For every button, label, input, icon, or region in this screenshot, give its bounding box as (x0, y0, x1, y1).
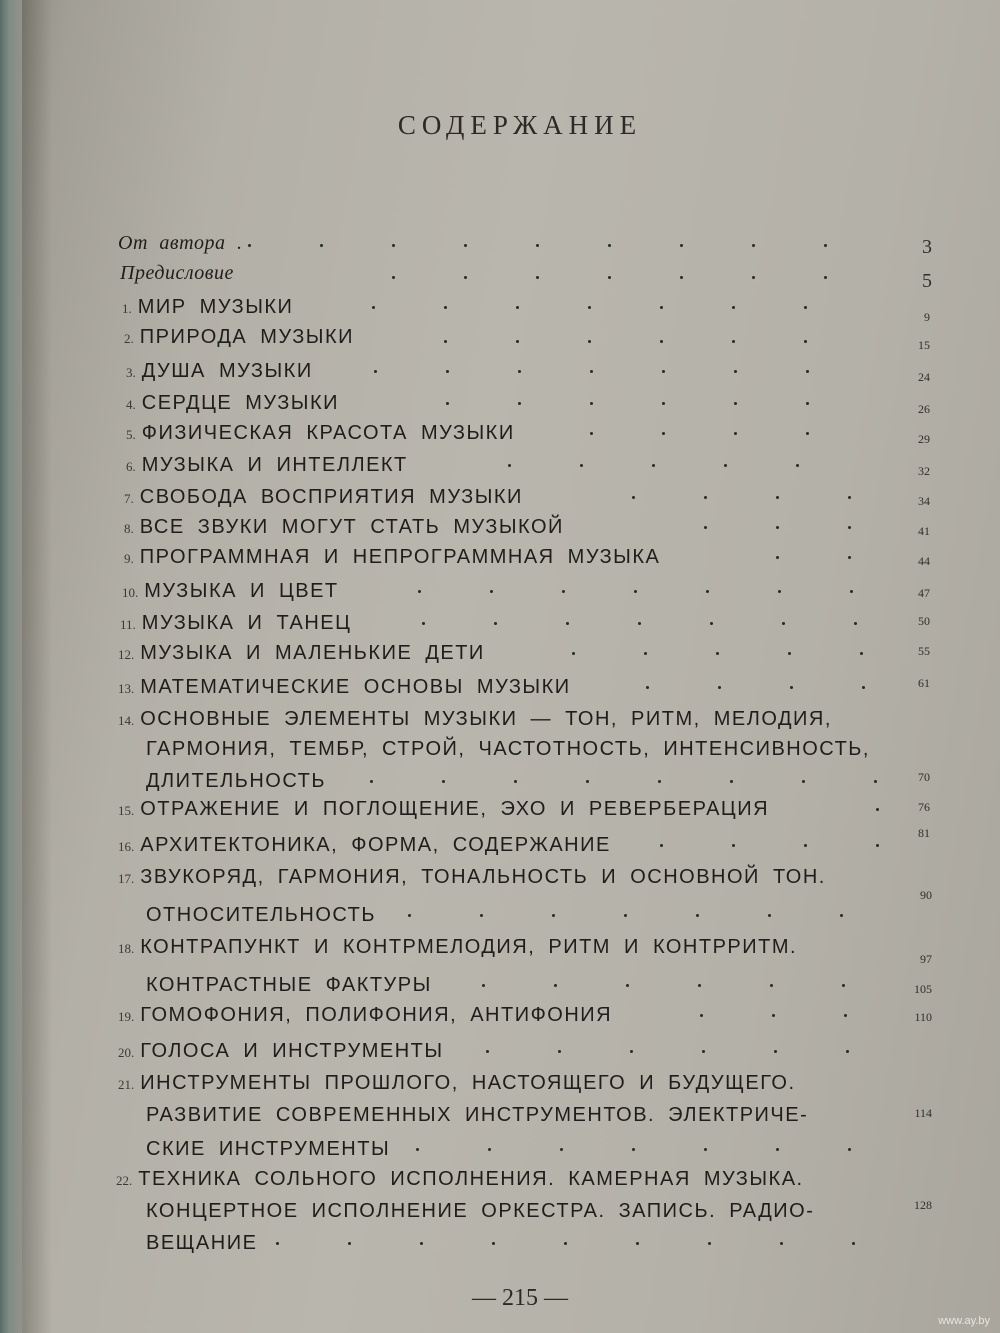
toc-entry-number: 15. (118, 803, 135, 818)
toc-entry-text: ОТНОСИТЕЛЬНОСТЬ (146, 904, 377, 926)
toc-entry-text: РАЗВИТИЕ СОВРЕМЕННЫХ ИНСТРУМЕНТОВ. ЭЛЕКТРИЧЕ- (146, 1104, 809, 1126)
toc-entry-2 (124, 326, 354, 349)
toc-page-number: 128 (914, 1198, 932, 1212)
toc-entry-12 (118, 642, 485, 665)
toc-entry-text: ДЛИТЕЛЬНОСТЬ (146, 770, 326, 792)
toc-entry-text: КОНТРАСТНЫЕ ФАКТУРЫ (146, 974, 432, 996)
toc-entry-text: ОСНОВНЫЕ ЭЛЕМЕНТЫ МУЗЫКИ — ТОН, РИТМ, МЕЛОДИЯ, (140, 708, 832, 730)
toc-page-number: 41 (918, 524, 930, 538)
watermark: www.ay.by (938, 1315, 990, 1327)
toc-entry-number: 8. (124, 521, 134, 536)
toc-entry-preface (120, 262, 234, 285)
toc-entry-text: КОНТРАПУНКТ И КОНТРМЕЛОДИЯ, РИТМ И КОНТРРИТМ. (140, 936, 798, 958)
toc-entry-from-author (118, 232, 243, 255)
toc-page-number: 55 (918, 644, 930, 658)
page-edge (0, 0, 22, 1333)
toc-entry-17 (118, 866, 826, 889)
toc-entry-10 (122, 580, 339, 603)
toc-page-number: 15 (918, 338, 930, 352)
toc-entry-4 (126, 392, 339, 415)
toc-entry-20 (118, 1040, 444, 1063)
toc-entry-text: От автора . (118, 232, 243, 254)
toc-entry-text: ГОМОФОНИЯ, ПОЛИФОНИЯ, АНТИФОНИЯ (140, 1004, 613, 1026)
toc-entry-21-line-2 (146, 1104, 808, 1127)
toc-entry-text: КОНЦЕРТНОЕ ИСПОЛНЕНИЕ ОРКЕСТРА. ЗАПИСЬ. РАДИО- (146, 1200, 815, 1222)
toc-entry-text: ОТРАЖЕНИЕ И ПОГЛОЩЕНИЕ, ЭХО И РЕВЕРБЕРАЦИЯ (140, 798, 770, 820)
toc-entry-text: СЕРДЦЕ МУЗЫКИ (141, 392, 340, 414)
toc-page-number: 105 (914, 982, 932, 996)
toc-entry-18 (118, 936, 797, 959)
toc-entry-number: 19. (118, 1009, 135, 1024)
toc-entry-number: 21. (118, 1077, 135, 1092)
toc-page-number: 34 (918, 494, 930, 508)
toc-page-number: 47 (918, 586, 930, 600)
toc-entry-number: 7. (124, 491, 134, 506)
toc-entry-number: 12. (118, 647, 135, 662)
toc-page-number: 97 (920, 952, 932, 966)
toc-entry-text: ПРОГРАММНАЯ И НЕПРОГРАММНАЯ МУЗЫКА (139, 546, 661, 568)
toc-entry-number: 20. (118, 1045, 135, 1060)
toc-entry-text: ВЕЩАНИЕ (146, 1232, 258, 1254)
toc-entry-number: 22. (116, 1173, 133, 1188)
toc-entry-3 (126, 360, 313, 383)
toc-entry-17-line-2 (146, 904, 376, 927)
toc-entry-text: ИНСТРУМЕНТЫ ПРОШЛОГО, НАСТОЯЩЕГО И БУДУЩЕГО. (140, 1072, 796, 1094)
toc-page-number: 26 (918, 402, 930, 416)
toc-entry-18-line-2 (146, 974, 432, 997)
toc-entry-text: МУЗЫКА И ИНТЕЛЛЕКТ (141, 454, 408, 476)
toc-page-number: 50 (918, 614, 930, 628)
toc-entry-number: 5. (126, 427, 136, 442)
toc-entry-text: МУЗЫКА И ЦВЕТ (144, 580, 339, 602)
toc-page-number: 90 (920, 888, 932, 902)
toc-entry-text: ВСЕ ЗВУКИ МОГУТ СТАТЬ МУЗЫКОЙ (139, 516, 564, 538)
toc-page-number: 44 (918, 554, 930, 568)
toc-page-number: 3 (922, 236, 932, 258)
toc-entry-7 (124, 486, 523, 509)
toc-page-number: 70 (918, 770, 930, 784)
toc-page-number: 110 (914, 1010, 932, 1024)
toc-entry-text: МУЗЫКА И ТАНЕЦ (141, 612, 352, 634)
toc-entry-text: СВОБОДА ВОСПРИЯТИЯ МУЗЫКИ (139, 486, 523, 508)
toc-page-number: 81 (918, 826, 930, 840)
toc-entry-text: ТЕХНИКА СОЛЬНОГО ИСПОЛНЕНИЯ. КАМЕРНАЯ МУЗЫКА. (138, 1168, 804, 1190)
toc-entry-text: ФИЗИЧЕСКАЯ КРАСОТА МУЗЫКИ (141, 422, 515, 444)
toc-entry-number: 9. (124, 551, 134, 566)
toc-entry-16 (118, 834, 611, 857)
toc-entry-21-line-3 (146, 1138, 390, 1161)
toc-entry-number: 11. (120, 617, 136, 632)
page-fold-shadow (22, 0, 52, 1333)
toc-entry-text: МУЗЫКА И МАЛЕНЬКИЕ ДЕТИ (140, 642, 485, 664)
toc-entry-number: 10. (122, 585, 139, 600)
toc-page-number: 9 (924, 310, 930, 324)
toc-entry-text: ПРИРОДА МУЗЫКИ (139, 326, 355, 348)
toc-entry-number: 4. (126, 397, 136, 412)
toc-page-number: 61 (918, 676, 930, 690)
toc-entry-text: ЗВУКОРЯД, ГАРМОНИЯ, ТОНАЛЬНОСТЬ И ОСНОВНОЙ ТОН. (140, 866, 826, 888)
toc-entry-number: 3. (126, 365, 136, 380)
toc-entry-15 (118, 798, 769, 821)
toc-entry-5 (126, 422, 515, 445)
toc-page-number: 24 (918, 370, 930, 384)
toc-entry-text: ГАРМОНИЯ, ТЕМБР, СТРОЙ, ЧАСТОТНОСТЬ, ИНТЕНСИВНОСТЬ, (146, 738, 870, 760)
toc-entry-13 (118, 676, 571, 699)
toc-page-number: 76 (918, 800, 930, 814)
toc-entry-22-line-2 (146, 1200, 814, 1223)
toc-entry-14 (118, 708, 832, 731)
toc-entry-text: МАТЕМАТИЧЕСКИЕ ОСНОВЫ МУЗЫКИ (140, 676, 571, 698)
toc-page-number: 29 (918, 432, 930, 446)
toc-entry-1 (122, 296, 293, 319)
toc-entry-number: 13. (118, 681, 135, 696)
toc-entry-text: МИР МУЗЫКИ (137, 296, 294, 318)
toc-entry-9 (124, 546, 660, 569)
toc-entry-number: 6. (126, 459, 136, 474)
toc-entry-11 (120, 612, 351, 635)
toc-entry-number: 17. (118, 871, 135, 886)
toc-entry-22 (116, 1168, 804, 1191)
toc-entry-21 (118, 1072, 796, 1095)
toc-entry-19 (118, 1004, 612, 1027)
toc-entry-number: 1. (122, 301, 132, 316)
toc-entry-14-line-3 (146, 770, 326, 793)
toc-entry-text: АРХИТЕКТОНИКА, ФОРМА, СОДЕРЖАНИЕ (140, 834, 611, 856)
toc-entry-8 (124, 516, 564, 539)
toc-entry-6 (126, 454, 408, 477)
toc-entry-22-line-3 (146, 1232, 257, 1255)
toc-entry-text: СКИЕ ИНСТРУМЕНТЫ (146, 1138, 391, 1160)
toc-page-number: 32 (918, 464, 930, 478)
page-folio: — 215 — (472, 1285, 568, 1311)
toc-entry-number: 18. (118, 941, 135, 956)
toc-entry-number: 16. (118, 839, 135, 854)
toc-page-number: 114 (914, 1106, 932, 1120)
page-title: СОДЕРЖАНИЕ (397, 110, 643, 140)
toc-entry-text: ГОЛОСА И ИНСТРУМЕНТЫ (140, 1040, 444, 1062)
toc-entry-number: 2. (124, 331, 134, 346)
toc-entry-14-line-2 (146, 738, 870, 761)
toc-entry-text: Предисловие (120, 262, 234, 284)
toc-page-number: 5 (922, 270, 932, 292)
toc-entry-text: ДУША МУЗЫКИ (141, 360, 313, 382)
toc-entry-number: 14. (118, 713, 135, 728)
